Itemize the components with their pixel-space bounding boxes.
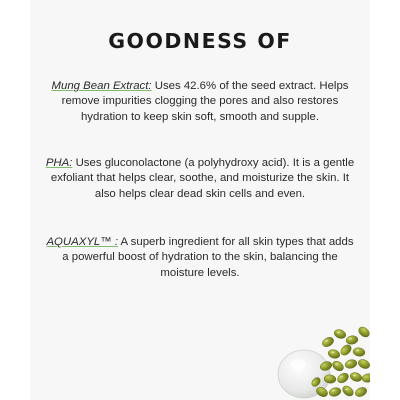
ingredient-pha: [44, 156, 356, 202]
ingredient-card: [30, 0, 370, 400]
ingredient-name: Mung Bean Extract:: [51, 80, 152, 92]
page-title: GOODNESS OF: [108, 29, 292, 53]
ingredient-aquaxyl: [44, 235, 356, 281]
ingredient-name: PHA:: [45, 157, 73, 169]
ingredient-description: Uses gluconolactone (a polyhydroxy acid). It is a gentle exfoliant that helps clear, soothe, and moisturize the skin. It also helps clear dead skin cells and even.: [50, 157, 355, 200]
ingredient-name: AQUAXYL™ :: [46, 236, 118, 248]
ingredient-description: A superb ingredient for all skin types that adds a powerful boost of hydration to the skin, balancing the moisture levels.: [62, 236, 354, 279]
mung-beans-image: [270, 312, 370, 400]
ingredient-mung-bean: [44, 79, 356, 125]
ingredient-description: Uses 42.6% of the seed extract. Helps remove impurities clogging the pores and also restores hydration to keep skin soft, smooth and supple.: [61, 80, 349, 123]
